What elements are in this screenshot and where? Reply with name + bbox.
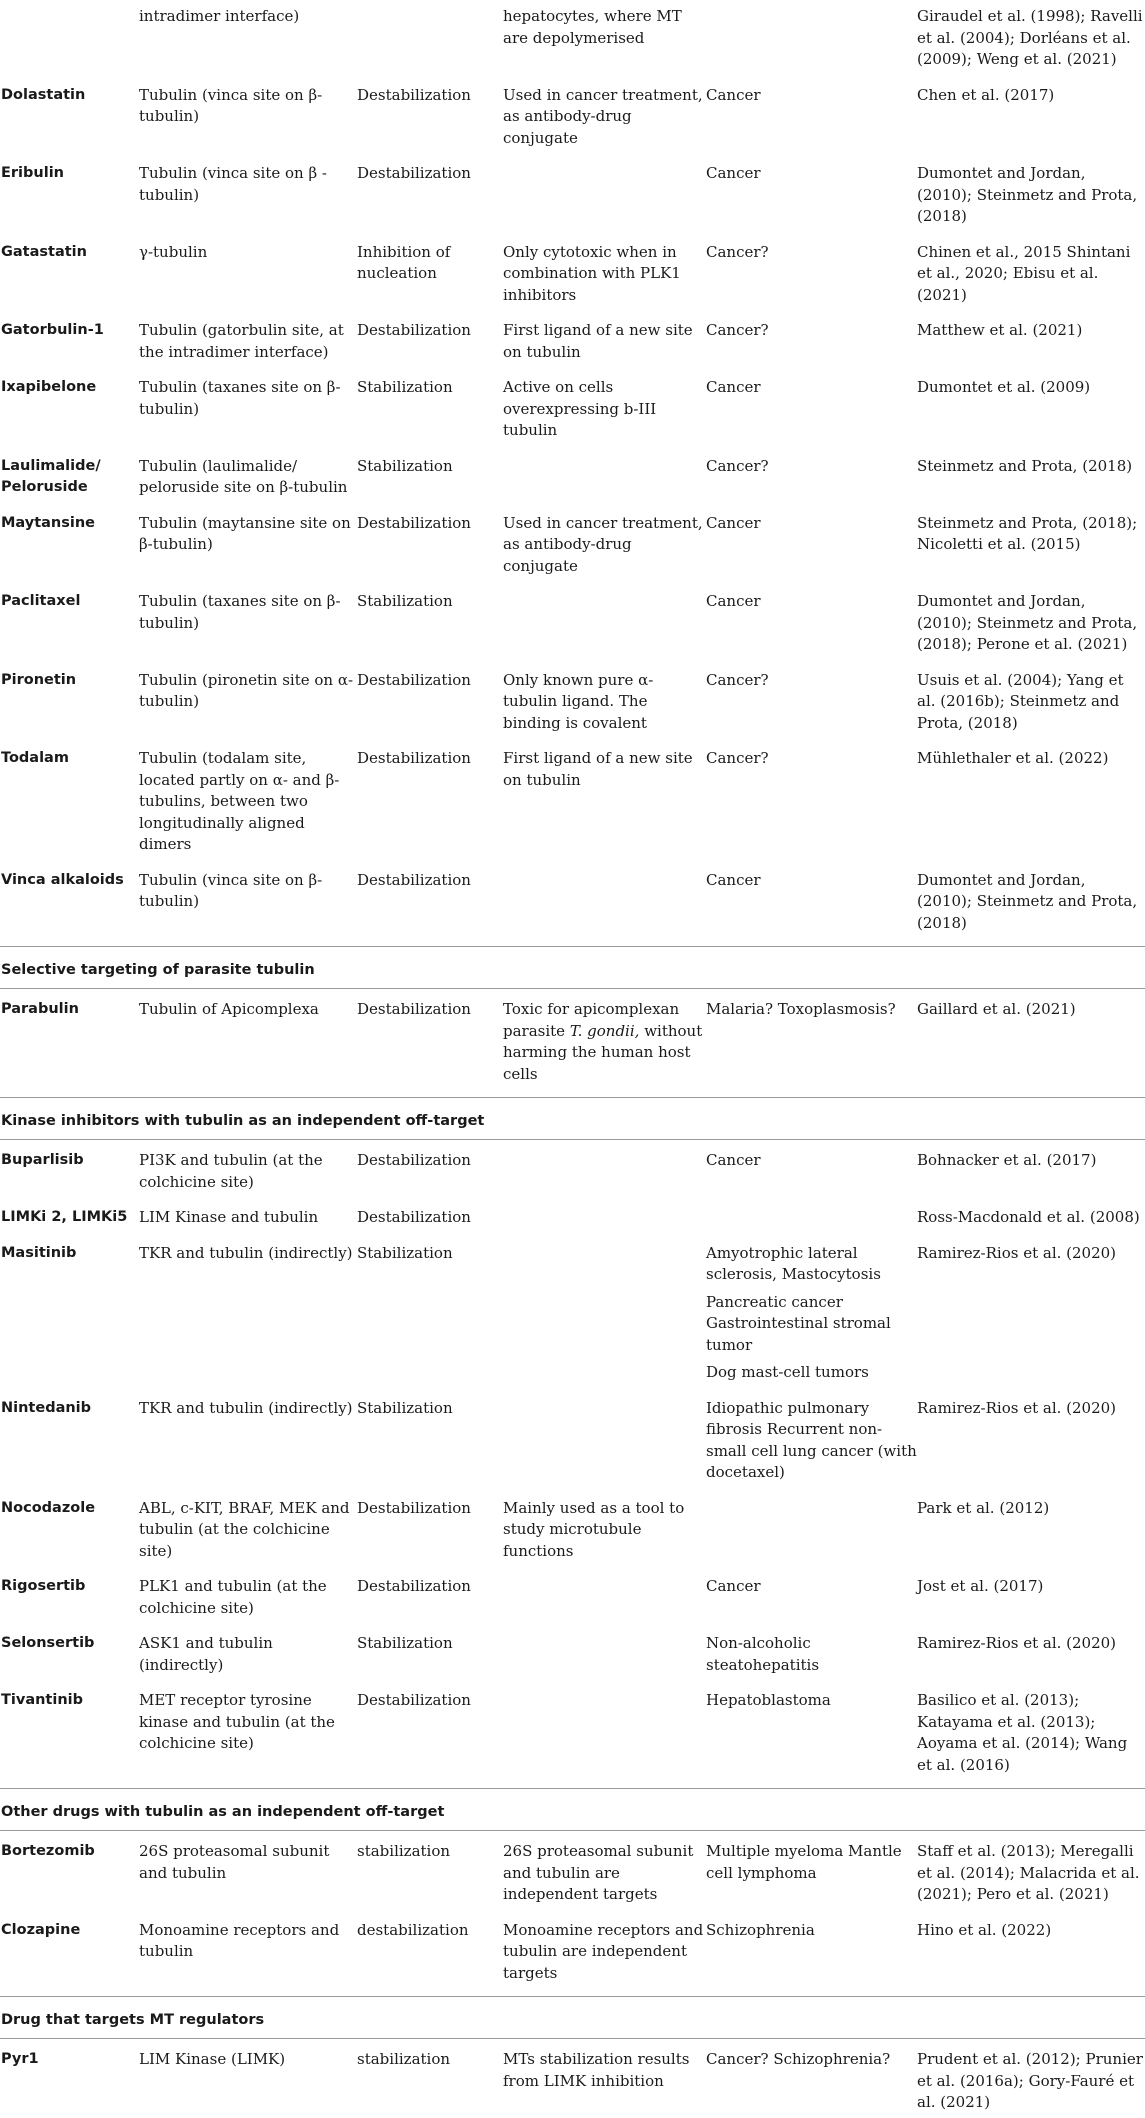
- effect-cell: Destabilization: [357, 1208, 471, 1226]
- drug-name: Paclitaxel: [1, 593, 81, 609]
- indication-line: Amyotrophic lateral sclerosis, Mastocytosis: [706, 1243, 881, 1283]
- effect-cell: stabilization: [357, 2050, 451, 2068]
- effect-cell: Destabilization: [357, 1691, 471, 1709]
- indication-cell: Cancer: [706, 513, 761, 532]
- drug-name: Nintedanib: [1, 1399, 92, 1416]
- table-row: [0, 446, 1145, 503]
- effect-cell: Stabilization: [357, 592, 453, 610]
- refs-cell: Mühlethaler et al. (2022): [917, 749, 1109, 767]
- indication-cell: Schizophrenia: [706, 1920, 815, 1939]
- table-row: [0, 660, 1145, 739]
- notes-cell: [503, 581, 706, 660]
- refs-cell: Bohnacker et al. (2017): [917, 1151, 1097, 1169]
- refs-cell: Ross-Macdonald et al. (2008): [917, 1208, 1140, 1226]
- effect-cell: Stabilization: [357, 378, 453, 396]
- drug-name: Pironetin: [1, 671, 77, 688]
- table-row: [0, 503, 1145, 582]
- target-cell: LIM Kinase and tubulin: [139, 1208, 319, 1226]
- target-cell: TKR and tubulin (indirectly): [139, 1398, 353, 1417]
- notes-cell: [503, 1140, 706, 1197]
- effect-cell: Destabilization: [357, 164, 471, 182]
- drug-name: Clozapine: [1, 1921, 81, 1938]
- notes-cell: [503, 1566, 706, 1623]
- drug-name: Eribulin: [1, 165, 64, 181]
- target-cell: Tubulin (vinca site on β -tubulin): [139, 164, 327, 204]
- indication-cell: Cancer? Schizophrenia?: [706, 2050, 891, 2068]
- effect-cell: Destabilization: [357, 749, 471, 767]
- notes-cell: [503, 860, 706, 939]
- target-cell: Tubulin (laulimalide/ peloruside site on β-tubulin: [139, 456, 348, 496]
- refs-cell: Dumontet and Jordan, (2010); Steinmetz and Prota, (2018); Perone et al. (2021): [917, 592, 1138, 653]
- target-cell: TKR and tubulin (indirectly): [139, 1243, 353, 1262]
- table-row: [0, 860, 1145, 939]
- notes-cell: Only known pure α-tubulin ligand. The binding is covalent: [503, 670, 654, 732]
- target-cell: Tubulin (todalam site, located partly on α- and β-tubulins, between two longitudinally aligned dimers: [139, 749, 340, 853]
- table-row: [0, 1566, 1145, 1623]
- indication-cell: Cancer: [706, 870, 761, 889]
- refs-cell: Ramirez-Rios et al. (2020): [917, 1634, 1117, 1652]
- target-cell: intradimer interface): [139, 7, 300, 25]
- refs-cell: Park et al. (2012): [917, 1498, 1050, 1517]
- indication-cell: Cancer: [706, 164, 761, 182]
- drug-name: Maytansine: [1, 514, 96, 531]
- effect-cell: Destabilization: [357, 85, 471, 104]
- effect-cell: Destabilization: [357, 1498, 471, 1517]
- drug-name: Bortezomib: [1, 1843, 95, 1859]
- indication-line: Dog mast-cell tumors: [706, 1363, 869, 1381]
- refs-cell: Ramirez-Rios et al. (2020): [917, 1243, 1117, 1262]
- table-row: [0, 2039, 1145, 2118]
- indication-cell: Cancer: [706, 378, 761, 396]
- drug-name: Selonsertib: [1, 1635, 95, 1651]
- table-row: [0, 1197, 1145, 1233]
- notes-cell: [503, 1680, 706, 1780]
- effect-cell: Destabilization: [357, 1577, 471, 1595]
- drug-name: Ixapibelone: [1, 379, 97, 395]
- effect-cell: Destabilization: [357, 1000, 471, 1018]
- notes-cell: [503, 1623, 706, 1680]
- table-row: [0, 1910, 1145, 1989]
- effect-cell: Inhibition of nucleation: [357, 242, 451, 282]
- effect-cell: [357, 6, 503, 75]
- target-cell: Tubulin (vinca site on β-tubulin): [139, 870, 323, 910]
- refs-cell: Ramirez-Rios et al. (2020): [917, 1398, 1117, 1417]
- target-cell: PLK1 and tubulin (at the colchicine site): [139, 1577, 327, 1617]
- target-cell: Tubulin (maytansine site on β-tubulin): [139, 513, 351, 553]
- indication-cell: Cancer: [706, 85, 761, 104]
- indication-cell: Cancer?: [706, 321, 769, 339]
- indication-cell: Multiple myeloma Mantle cell lymphoma: [706, 1842, 902, 1882]
- table-row: [0, 367, 1145, 446]
- refs-cell: Giraudel et al. (1998); Ravelli et al. (2004); Dorléans et al. (2009); Weng et al. (2021): [917, 7, 1143, 68]
- indication-cell: [706, 1197, 917, 1233]
- target-cell: Tubulin (taxanes site on β-tubulin): [139, 592, 341, 632]
- target-cell: Tubulin (vinca site on β-tubulin): [139, 85, 323, 125]
- notes-cell: [503, 153, 706, 232]
- indication-cell: Cancer: [706, 1577, 761, 1595]
- notes-cell: [503, 446, 706, 503]
- notes-cell: Mainly used as a tool to study microtubule functions: [503, 1498, 685, 1560]
- table-row: [0, 310, 1145, 367]
- drug-name: Laulimalide/ Peloruside: [1, 457, 101, 495]
- target-cell: Tubulin (taxanes site on β-tubulin): [139, 378, 341, 418]
- refs-cell: Dumontet and Jordan, (2010); Steinmetz and Prota, (2018): [917, 870, 1138, 932]
- effect-cell: Stabilization: [357, 456, 453, 475]
- effect-cell: destabilization: [357, 1920, 469, 1939]
- notes-cell: Active on cells overexpressing b-III tubulin: [503, 378, 657, 439]
- indication-cell: Cancer?: [706, 749, 769, 767]
- table-row: [0, 1488, 1145, 1567]
- table-row: [0, 1831, 1145, 1910]
- table-row: [0, 989, 1145, 1089]
- effect-cell: Stabilization: [357, 1398, 453, 1417]
- indication-cell: [706, 1233, 917, 1388]
- indication-cell: Cancer?: [706, 456, 769, 475]
- indication-cell: [706, 6, 917, 75]
- indication-cell: Cancer?: [706, 670, 769, 689]
- effect-cell: Stabilization: [357, 1243, 453, 1262]
- drug-name: Parabulin: [1, 1001, 79, 1017]
- refs-cell: Matthew et al. (2021): [917, 321, 1083, 339]
- indication-cell: Idiopathic pulmonary fibrosis Recurrent non-small cell lung cancer (with docetaxel): [706, 1398, 917, 1481]
- refs-cell: Usuis et al. (2004); Yang et al. (2016b); Steinmetz and Prota, (2018): [917, 670, 1124, 732]
- notes-cell: MTs stabilization results from LIMK inhibition: [503, 2050, 690, 2090]
- table-row: [0, 581, 1145, 660]
- drug-name: Gatorbulin-1: [1, 322, 104, 338]
- drug-name: LIMKi 2, LIMKi5: [1, 1209, 128, 1225]
- notes-cell: [503, 1197, 706, 1233]
- notes-cell: hepatocytes, where MT are depolymerised: [503, 7, 682, 47]
- table-row: [0, 1388, 1145, 1488]
- drug-name: Pyr1: [1, 2051, 39, 2067]
- drug-name: Todalam: [1, 750, 69, 766]
- target-cell: Monoamine receptors and tubulin: [139, 1920, 340, 1960]
- indication-cell: Hepatoblastoma: [706, 1691, 831, 1709]
- refs-cell: Hino et al. (2022): [917, 1920, 1052, 1939]
- refs-cell: Staff et al. (2013); Meregalli et al. (2014); Malacrida et al. (2021); Pero et al. (2021): [917, 1842, 1140, 1903]
- effect-cell: Destabilization: [357, 321, 471, 339]
- notes-cell: Monoamine receptors and tubulin are independent targets: [503, 1920, 704, 1982]
- notes-cell: [503, 989, 706, 1089]
- refs-cell: Steinmetz and Prota, (2018): [917, 456, 1133, 475]
- effect-cell: Stabilization: [357, 1634, 453, 1652]
- notes-text-post: without harming the human host cells: [503, 1021, 703, 1083]
- drug-name: Dolastatin: [1, 86, 86, 103]
- refs-cell: Chinen et al., 2015 Shintani et al., 2020; Ebisu et al. (2021): [917, 242, 1131, 304]
- target-cell: γ-tubulin: [139, 242, 208, 261]
- drug-name: Masitinib: [1, 1244, 77, 1261]
- indication-cell: Cancer: [706, 1151, 761, 1169]
- target-cell: ASK1 and tubulin (indirectly): [139, 1634, 273, 1674]
- indication-line: Pancreatic cancer Gastrointestinal stromal tumor: [706, 1292, 891, 1354]
- table-row: [0, 75, 1145, 154]
- indication-cell: Cancer: [706, 592, 761, 610]
- table-row: [0, 1233, 1145, 1388]
- drug-name: Buparlisib: [1, 1152, 84, 1168]
- indication-cell: Cancer?: [706, 242, 769, 261]
- section-header-regulators: Drug that targets MT regulators: [0, 1996, 1145, 2039]
- target-cell: 26S proteasomal subunit and tubulin: [139, 1842, 330, 1882]
- refs-cell: Gaillard et al. (2021): [917, 1000, 1076, 1018]
- notes-cell: Used in cancer treatment, as antibody-drug conjugate: [503, 85, 703, 147]
- notes-cell: First ligand of a new site on tubulin: [503, 321, 693, 361]
- effect-cell: Destabilization: [357, 870, 471, 889]
- table-row: [0, 1680, 1145, 1780]
- refs-cell: Prudent et al. (2012); Prunier et al. (2016a); Gory-Fauré et al. (2021): [917, 2050, 1143, 2111]
- indication-cell: [706, 1488, 917, 1567]
- target-cell: Tubulin (gatorbulin site, at the intradimer interface): [139, 321, 344, 361]
- refs-cell: Basilico et al. (2013); Katayama et al. (2013); Aoyama et al. (2014); Wang et al. (2016): [917, 1691, 1128, 1774]
- drug-name: [0, 6, 139, 75]
- drug-name: Nocodazole: [1, 1499, 96, 1516]
- section-header-other: Other drugs with tubulin as an independent off-target: [0, 1788, 1145, 1831]
- refs-cell: Chen et al. (2017): [917, 85, 1055, 104]
- drug-name: Tivantinib: [1, 1692, 83, 1708]
- effect-cell: Destabilization: [357, 670, 471, 689]
- notes-cell: Only cytotoxic when in combination with PLK1 inhibitors: [503, 242, 681, 304]
- effect-cell: stabilization: [357, 1842, 451, 1860]
- table-row: [0, 6, 1145, 75]
- effect-cell: Destabilization: [357, 513, 471, 532]
- notes-cell: [503, 1233, 706, 1388]
- section-header-parasite: Selective targeting of parasite tubulin: [0, 946, 1145, 989]
- table-row: [0, 738, 1145, 860]
- refs-cell: Dumontet et al. (2009): [917, 378, 1091, 396]
- target-cell: ABL, c-KIT, BRAF, MEK and tubulin (at the colchicine site): [139, 1498, 350, 1560]
- table-row: [0, 232, 1145, 311]
- notes-text-pre: Toxic for apicomplexan parasite: [503, 1000, 680, 1040]
- drug-name: Gatastatin: [1, 243, 87, 260]
- indication-cell: Malaria? Toxoplasmosis?: [706, 1000, 896, 1018]
- section-header-kinase: Kinase inhibitors with tubulin as an independent off-target: [0, 1097, 1145, 1140]
- refs-cell: Steinmetz and Prota, (2018); Nicoletti et al. (2015): [917, 513, 1138, 553]
- notes-cell: Used in cancer treatment, as antibody-drug conjugate: [503, 513, 703, 575]
- notes-cell: [503, 1388, 706, 1488]
- drug-name: Rigosertib: [1, 1578, 86, 1594]
- table-row: [0, 1140, 1145, 1197]
- notes-cell: First ligand of a new site on tubulin: [503, 749, 693, 789]
- refs-cell: Dumontet and Jordan, (2010); Steinmetz and Prota, (2018): [917, 164, 1138, 225]
- target-cell: LIM Kinase (LIMK): [139, 2050, 286, 2068]
- table-row: [0, 1623, 1145, 1680]
- effect-cell: Destabilization: [357, 1151, 471, 1169]
- notes-cell: 26S proteasomal subunit and tubulin are independent targets: [503, 1842, 694, 1903]
- target-cell: Tubulin (pironetin site on α-tubulin): [139, 670, 354, 710]
- target-cell: Tubulin of Apicomplexa: [139, 1000, 319, 1018]
- target-cell: MET receptor tyrosine kinase and tubulin (at the colchicine site): [139, 1691, 335, 1752]
- refs-cell: Jost et al. (2017): [917, 1577, 1044, 1595]
- drug-name: Vinca alkaloids: [1, 871, 124, 888]
- target-cell: PI3K and tubulin (at the colchicine site): [139, 1151, 323, 1191]
- notes-species: T. gondii,: [569, 1021, 640, 1040]
- table-row: [0, 153, 1145, 232]
- indication-cell: Non-alcoholic steatohepatitis: [706, 1634, 820, 1674]
